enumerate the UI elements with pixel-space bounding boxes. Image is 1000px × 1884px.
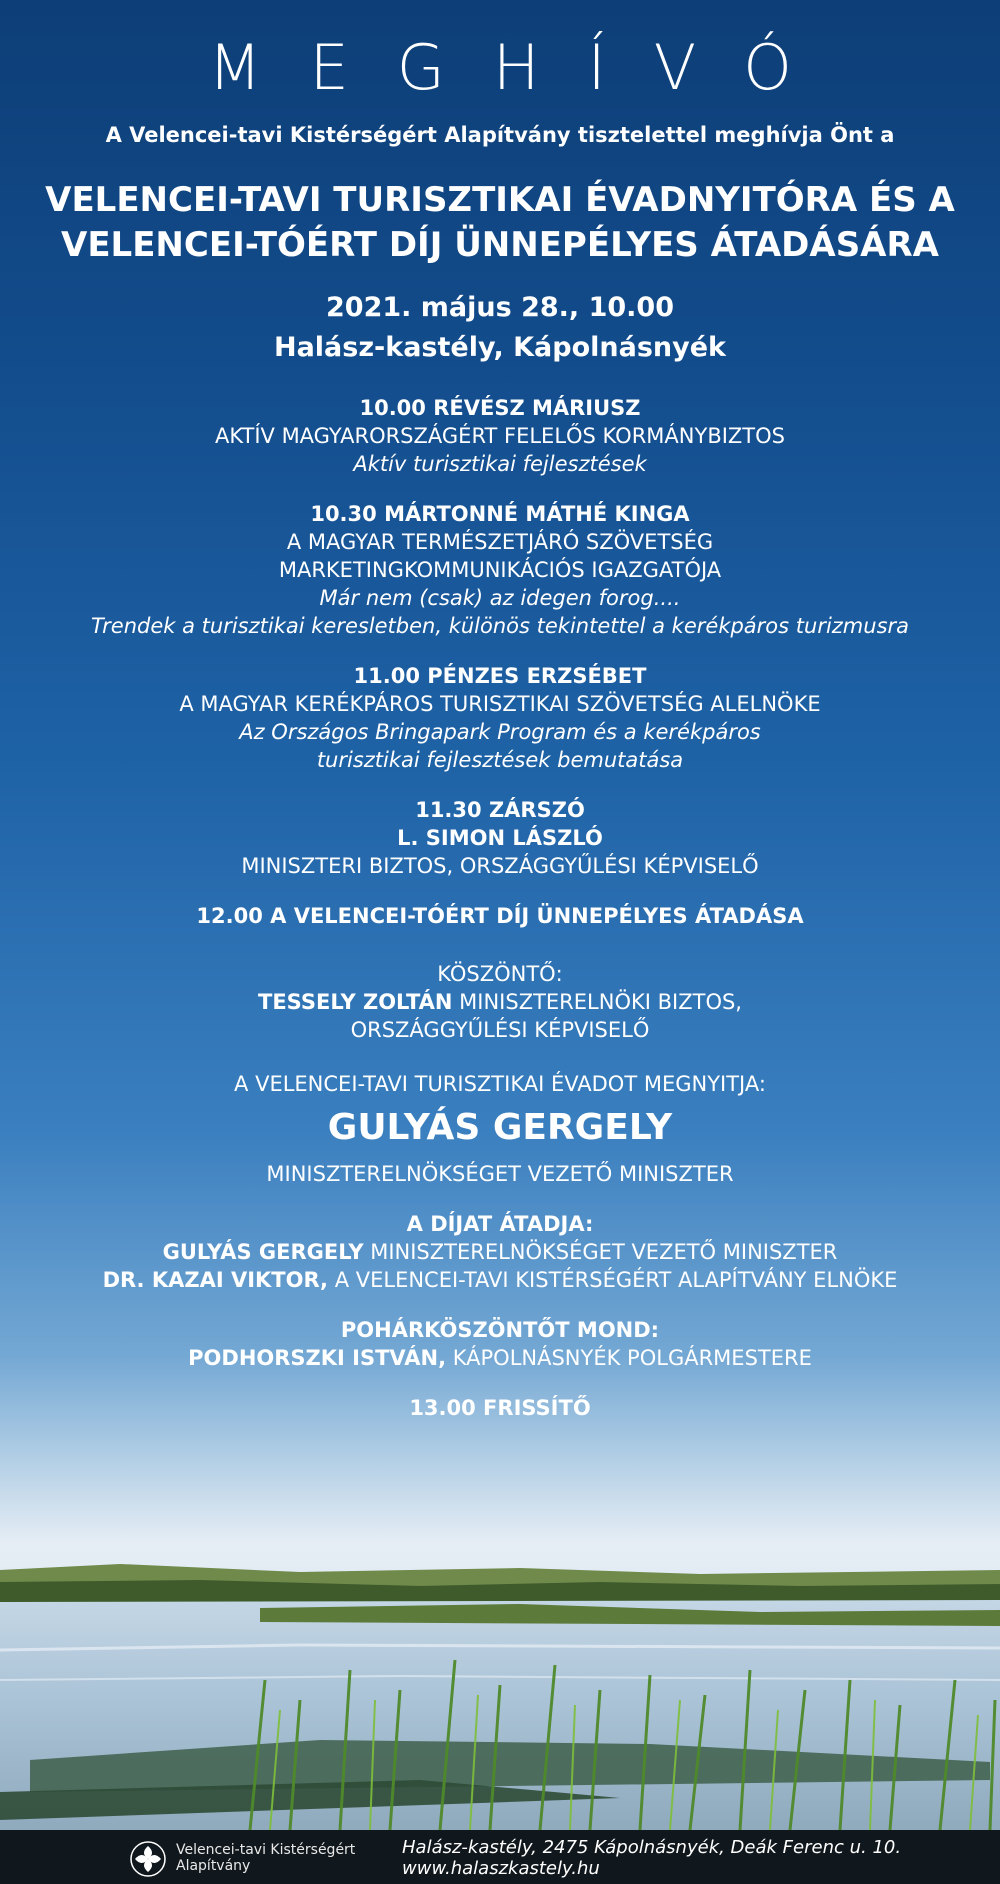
award-presenter-name: GULYÁS GERGELY: [162, 1240, 364, 1264]
award-presenter-role: A VELENCEI-TAVI KISTÉRSÉGÉRT ALAPÍTVÁNY ELNÖKE: [328, 1268, 898, 1292]
program-item-heading: 12.00 A VELENCEI-TÓÉRT DÍJ ÜNNEPÉLYES ÁTADÁSA: [196, 904, 804, 928]
opener-label: A VELENCEI-TAVI TURISZTIKAI ÉVADOT MEGNYITJA:: [234, 1072, 766, 1096]
program-item-role: A MAGYAR TERMÉSZETJÁRÓ SZÖVETSÉG: [286, 530, 714, 554]
headline-line-1: VELENCEI-TAVI TURISZTIKAI ÉVADNYITÓRA ÉS A: [45, 180, 955, 220]
event-place: Halász-kastély, Kápolnásnyék: [273, 332, 727, 363]
logo-line-1: Velencei-tavi Kistérségért: [176, 1842, 356, 1858]
footer-address: Halász-kastély, 2475 Kápolnásnyék, Deák Ferenc u. 10.: [402, 1837, 902, 1858]
greeting-block: [0, 960, 1000, 1044]
opener-block: [0, 1070, 1000, 1188]
opener-role: MINISZTERELNÖKSÉGET VEZETŐ MINISZTER: [266, 1162, 734, 1186]
program-item-topic: Már nem (csak) az idegen forog....: [319, 586, 681, 610]
program-item-heading: 10.30 MÁRTONNÉ MÁTHÉ KINGA: [310, 502, 690, 526]
lake-landscape-image: [0, 1530, 1000, 1830]
program-item-5: [0, 902, 1000, 930]
toast-role: KÁPOLNÁSNYÉK POLGÁRMESTERE: [446, 1346, 812, 1370]
greeting-role: MINISZTERELNÖKI BIZTOS,: [452, 990, 742, 1014]
intro-text: A Velencei-tavi Kistérségért Alapítvány tisztelettel meghívja Önt a: [105, 123, 895, 147]
greeting-role-2: ORSZÁGGYŰLÉSI KÉPVISELŐ: [350, 1018, 650, 1042]
program-item-heading: 11.30 ZÁRSZÓ: [415, 798, 585, 822]
page-title: MEGHÍVÓ: [208, 31, 840, 104]
program-item-heading: 11.00 PÉNZES ERZSÉBET: [353, 664, 647, 688]
program-item-role: A MAGYAR KERÉKPÁROS TURISZTIKAI SZÖVETSÉG ALELNÖKE: [179, 692, 821, 716]
event-headline: [0, 178, 1000, 268]
program-item-heading: 10.00 RÉVÉSZ MÁRIUSZ: [359, 396, 641, 420]
greeting-line: [0, 988, 1000, 1016]
footer-bar: [0, 1830, 1000, 1884]
award-block: [0, 1210, 1000, 1294]
program-item-1: [0, 394, 1000, 478]
award-line-2: [0, 1266, 1000, 1294]
award-presenter-role: MINISZTERELNÖKSÉGET VEZETŐ MINISZTER: [363, 1240, 838, 1264]
program-item-2: [0, 500, 1000, 640]
toast-line: [0, 1344, 1000, 1372]
program-item-topic: Trendek a turisztikai keresletben, különös tekintettel a kerékpáros turizmusra: [90, 614, 910, 638]
toast-name: PODHORSZKI ISTVÁN,: [188, 1346, 447, 1370]
footer-website[interactable]: www.halaszkastely.hu: [402, 1858, 600, 1879]
greeting-label: KÖSZÖNTŐ:: [437, 962, 563, 986]
award-presenter-name: DR. KAZAI VIKTOR,: [102, 1268, 329, 1292]
toast-block: [0, 1316, 1000, 1372]
foundation-logo-text: [176, 1842, 355, 1874]
program-item-heading: 13.00 FRISSÍTŐ: [409, 1396, 591, 1420]
award-label: A DÍJAT ÁTADJA:: [406, 1212, 594, 1236]
program-item-topic: turisztikai fejlesztések bemutatása: [316, 748, 684, 772]
logo-line-2: Alapítvány: [176, 1858, 251, 1874]
program-item-speaker: L. SIMON LÁSZLÓ: [397, 826, 603, 850]
footer-contact: [402, 1837, 901, 1879]
program-item-end: [0, 1394, 1000, 1422]
event-date: 2021. május 28., 10.00: [326, 292, 674, 323]
greeting-name: TESSELY ZOLTÁN: [258, 990, 453, 1014]
foundation-logo-icon: [130, 1841, 166, 1877]
award-line-1: [0, 1238, 1000, 1266]
opener-name: GULYÁS GERGELY: [327, 1107, 673, 1148]
program-item-topic: Az Országos Bringapark Program és a kerékpáros: [239, 720, 761, 744]
program-item-role: MARKETINGKOMMUNIKÁCIÓS IGAZGATÓJA: [278, 558, 722, 582]
toast-label: POHÁRKÖSZÖNTŐT MOND:: [340, 1318, 660, 1342]
headline-line-2: VELENCEI-TÓÉRT DÍJ ÜNNEPÉLYES ÁTADÁSÁRA: [61, 225, 939, 265]
program-item-3: [0, 662, 1000, 774]
program-item-topic: Aktív turisztikai fejlesztések: [353, 452, 647, 476]
program-item-role: MINISZTERI BIZTOS, ORSZÁGGYŰLÉSI KÉPVISELŐ: [241, 854, 759, 878]
program-item-role: AKTÍV MAGYARORSZÁGÉRT FELELŐS KORMÁNYBIZTOS: [215, 424, 785, 448]
program-item-4: [0, 796, 1000, 880]
